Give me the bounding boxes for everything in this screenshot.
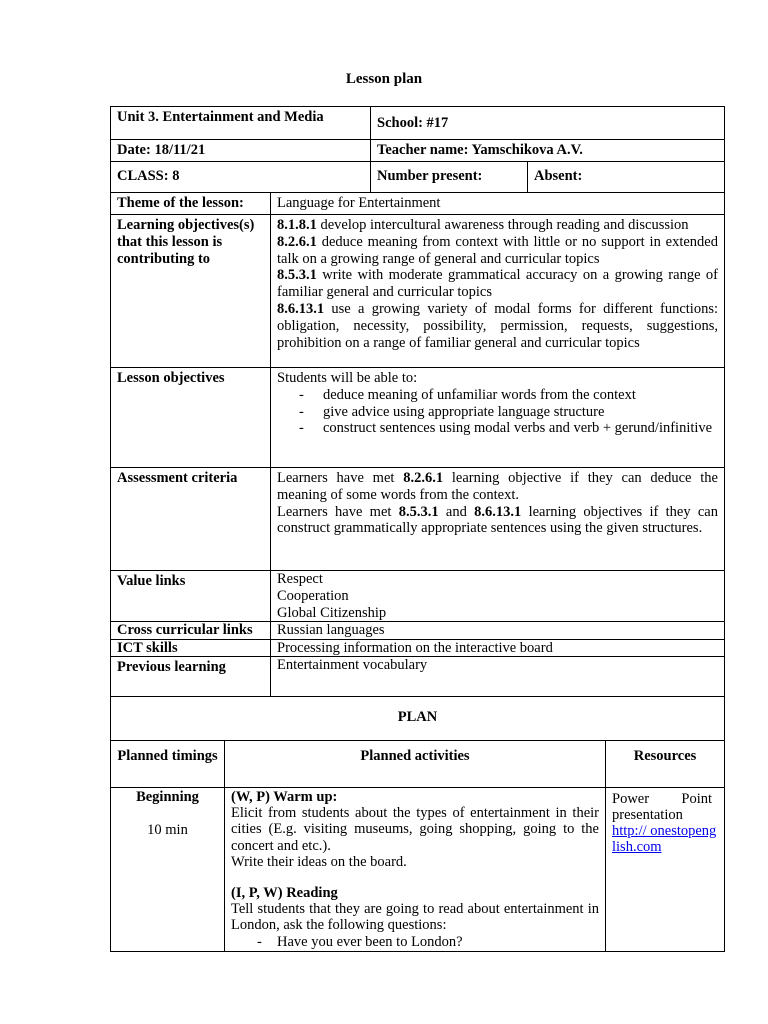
planned-activities-label: Planned activities — [360, 748, 470, 764]
document-title: Lesson plan — [345, 71, 423, 87]
previous-learning-label: Previous learning — [117, 659, 226, 675]
absent-text: Absent: — [534, 168, 583, 184]
objective-code: 8.6.13.1 — [277, 300, 325, 317]
resources-header — [605, 740, 725, 788]
warm-up-text: Elicit from students about the types of entertainment in their cities (E.g. visiting museums, going shopping, going to the concert and etc.). — [231, 805, 599, 854]
list-item-text: Have you ever been to London? — [277, 933, 463, 950]
class-cell — [110, 161, 371, 193]
cross-curricular-value: Russian languages — [277, 622, 385, 638]
resource-link[interactable]: http:// onestopenglish.com — [612, 823, 717, 855]
planned-timings-label: Planned timings — [117, 748, 218, 764]
dash-bullet: - — [299, 420, 304, 437]
assessment-label-cell — [110, 467, 271, 571]
objective-code: 8.2.6.1 — [277, 233, 317, 250]
resources-cell — [605, 787, 725, 952]
lesson-objectives-cell — [270, 367, 725, 468]
objective-text: deduce meaning from context with little or no support in extended talk on a growing range of general and curricular topics — [277, 233, 718, 267]
stage-name: Beginning — [136, 789, 199, 805]
objective-code: 8.5.3.1 — [277, 267, 317, 284]
cross-curricular-cell — [270, 621, 725, 640]
absent-cell — [527, 161, 725, 193]
activities-cell — [224, 787, 606, 952]
objective-item — [277, 217, 718, 234]
warm-up-text-2: Write their ideas on the board. — [231, 853, 407, 870]
school-cell — [370, 106, 725, 140]
list-item — [277, 404, 718, 421]
objective-text: develop intercultural awareness through reading and discussion — [316, 217, 689, 233]
date-cell — [110, 139, 371, 162]
objective-text: use a growing variety of modal forms for different functions: obligation, necessity, possibility, permission, requests, suggestions, prohibition on a range of familiar general and curricular topics — [277, 300, 718, 351]
list-item-text: deduce meaning of unfamiliar words from the context — [323, 386, 636, 403]
lesson-objectives-list — [277, 387, 718, 437]
list-item — [277, 420, 718, 437]
theme-label-cell — [110, 192, 271, 215]
plan-heading: PLAN — [397, 709, 438, 725]
planned-timings-header — [110, 740, 225, 788]
resources-label: Resources — [633, 748, 697, 764]
ict-value: Processing information on the interactive board — [277, 640, 553, 656]
assessment-text: Learners have met — [277, 470, 404, 486]
assessment-text: Learners have met — [277, 503, 399, 520]
spacer — [117, 806, 218, 822]
theme-value-cell — [270, 192, 725, 215]
lesson-objectives-intro: Students will be able to: — [277, 370, 418, 386]
reading-title: (I, P, W) Reading — [231, 885, 338, 902]
lesson-objectives-label-cell — [110, 367, 271, 468]
cross-curricular-label-cell — [110, 621, 271, 640]
assessment-criterion-2 — [277, 504, 718, 538]
assessment-text: learning objective if they can deduce the meaning of some words from the context. — [277, 470, 718, 503]
value-links-label: Value links — [117, 573, 186, 589]
dash-bullet: - — [299, 386, 304, 403]
objective-item — [277, 267, 718, 301]
timing-cell — [110, 787, 225, 952]
dash-bullet: - — [257, 933, 262, 950]
theme-label: Theme of the lesson: — [117, 195, 244, 211]
objective-code: 8.1.8.1 — [277, 217, 317, 233]
learning-objectives-label-cell — [110, 214, 271, 368]
value-link-item: Respect — [277, 571, 323, 587]
teacher-cell — [370, 139, 725, 162]
assessment-text: learning objectives if they can construct grammatically appropriate sentences using the given structures. — [277, 503, 718, 537]
date-text: Date: 18/11/21 — [117, 142, 206, 158]
ict-label-cell — [110, 639, 271, 657]
objective-item — [277, 234, 718, 268]
previous-learning-cell — [270, 656, 725, 697]
unit-cell — [110, 106, 371, 140]
assessment-code: 8.6.13.1 — [474, 503, 522, 520]
learning-objectives-label: Learning objectives(s) that this lesson is contributing to — [117, 217, 255, 267]
value-link-item: Cooperation — [277, 587, 349, 604]
unit-text: Unit 3. Entertainment and Media — [117, 109, 324, 125]
stage-duration: 10 min — [147, 821, 188, 838]
list-item — [277, 387, 718, 404]
ict-cell — [270, 639, 725, 657]
list-item — [231, 934, 599, 950]
list-item-text: give advice using appropriate language structure — [323, 403, 605, 420]
assessment-label: Assessment criteria — [117, 470, 238, 486]
learning-objectives-cell — [270, 214, 725, 368]
lesson-objectives-label: Lesson objectives — [117, 370, 225, 386]
assessment-code: 8.2.6.1 — [403, 470, 444, 486]
number-present-text: Number present: — [377, 168, 483, 184]
value-links-cell — [270, 570, 725, 622]
class-text: CLASS: 8 — [117, 168, 180, 184]
value-link-item: Global Citizenship — [277, 604, 387, 621]
previous-learning-label-cell — [110, 656, 271, 697]
assessment-text: and — [438, 503, 475, 520]
reading-text: Tell students that they are going to read about entertainment in London, ask the following questions: — [231, 901, 599, 934]
school-text: School: #17 — [377, 115, 449, 131]
number-present-cell — [370, 161, 528, 193]
dash-bullet: - — [299, 403, 304, 420]
value-links-label-cell — [110, 570, 271, 622]
theme-value: Language for Entertainment — [277, 195, 441, 211]
assessment-cell — [270, 467, 725, 571]
list-item-text: construct sentences using modal verbs and verb + gerund/infinitive — [323, 420, 713, 437]
objective-text: write with moderate grammatical accuracy on a growing range of familiar general and curricular topics — [277, 267, 718, 301]
plan-heading-cell — [110, 696, 725, 741]
warm-up-title: (W, P) Warm up: — [231, 789, 338, 805]
objective-item — [277, 301, 718, 351]
cross-curricular-label: Cross curricular links — [117, 622, 253, 638]
assessment-criterion-1 — [277, 470, 718, 504]
assessment-code: 8.5.3.1 — [398, 503, 439, 520]
planned-activities-header — [224, 740, 606, 788]
previous-learning-value: Entertainment vocabulary — [277, 657, 428, 673]
spacer — [231, 870, 599, 885]
teacher-text: Teacher name: Yamschikova A.V. — [377, 142, 583, 158]
reading-questions — [231, 934, 599, 950]
ict-label: ICT skills — [117, 640, 178, 656]
resource-text: Power Point presentation — [612, 791, 712, 823]
